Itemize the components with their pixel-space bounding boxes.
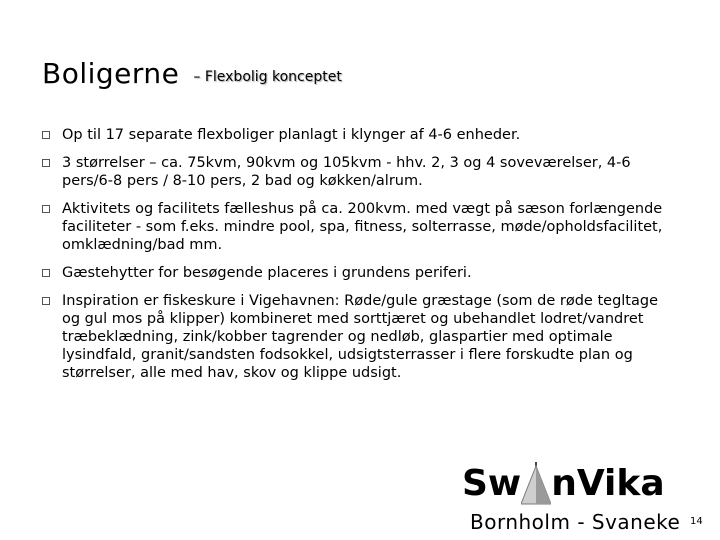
bullet-item [40,126,680,144]
bullet-item [40,200,680,254]
bullet-item [40,264,680,282]
logo-text-left: Sw [462,463,522,504]
square-bullet-icon [42,297,50,305]
square-bullet-icon [42,269,50,277]
bullet-text: Gæstehytter for besøgende placeres i grundens periferi. [62,265,472,281]
logo-tent-icon [521,462,551,506]
bullet-text: Inspiration er fiskeskure i Vigehavnen: Røde/gule græstage (som de røde tegltage og gul mos på klipper) kombineret med sorttjæret og ubehandlet lodret/vandret træbeklædning, zink/kobber tagrender og nedløb, glaspartier med optimale lysindfald, granit/sandsten fodsokkel, udsigtsterrasser i flere forskudte plan og størrelser, alle med hav, skov og klippe udsigt. [62,293,659,381]
square-bullet-icon [42,205,50,213]
page-number: 14 [690,516,703,527]
bullet-list [40,126,680,392]
logo-location: Bornholm - Svaneke [470,510,681,534]
bullet-text: Aktivitets og facilitets fælleshus på ca. 200kvm. med vægt på sæson forlængende faciliteter - som f.eks. mindre pool, spa, fitness, solterrasse, møde/opholdsfacilitet, omklædning/bad mm. [62,201,663,253]
slide-title: Boligerne [42,57,180,90]
bullet-text: Op til 17 separate flexboliger planlagt i klynger af 4-6 enheder. [62,127,521,143]
title-row [42,52,342,92]
logo-text-right: nVika [551,463,665,504]
square-bullet-icon [42,131,50,139]
bullet-item [40,154,680,190]
bullet-item [40,292,680,382]
bullet-text: 3 størrelser – ca. 75kvm, 90kvm og 105kvm - hhv. 2, 3 og 4 soveværelser, 4-6 pers/6-8 pers / 8-10 pers, 2 bad og køkken/alrum. [62,155,631,189]
square-bullet-icon [42,159,50,167]
swanvika-logo [462,454,682,508]
slide-subtitle: – Flexbolig konceptet [193,69,342,85]
logo-wordmark [462,462,665,506]
